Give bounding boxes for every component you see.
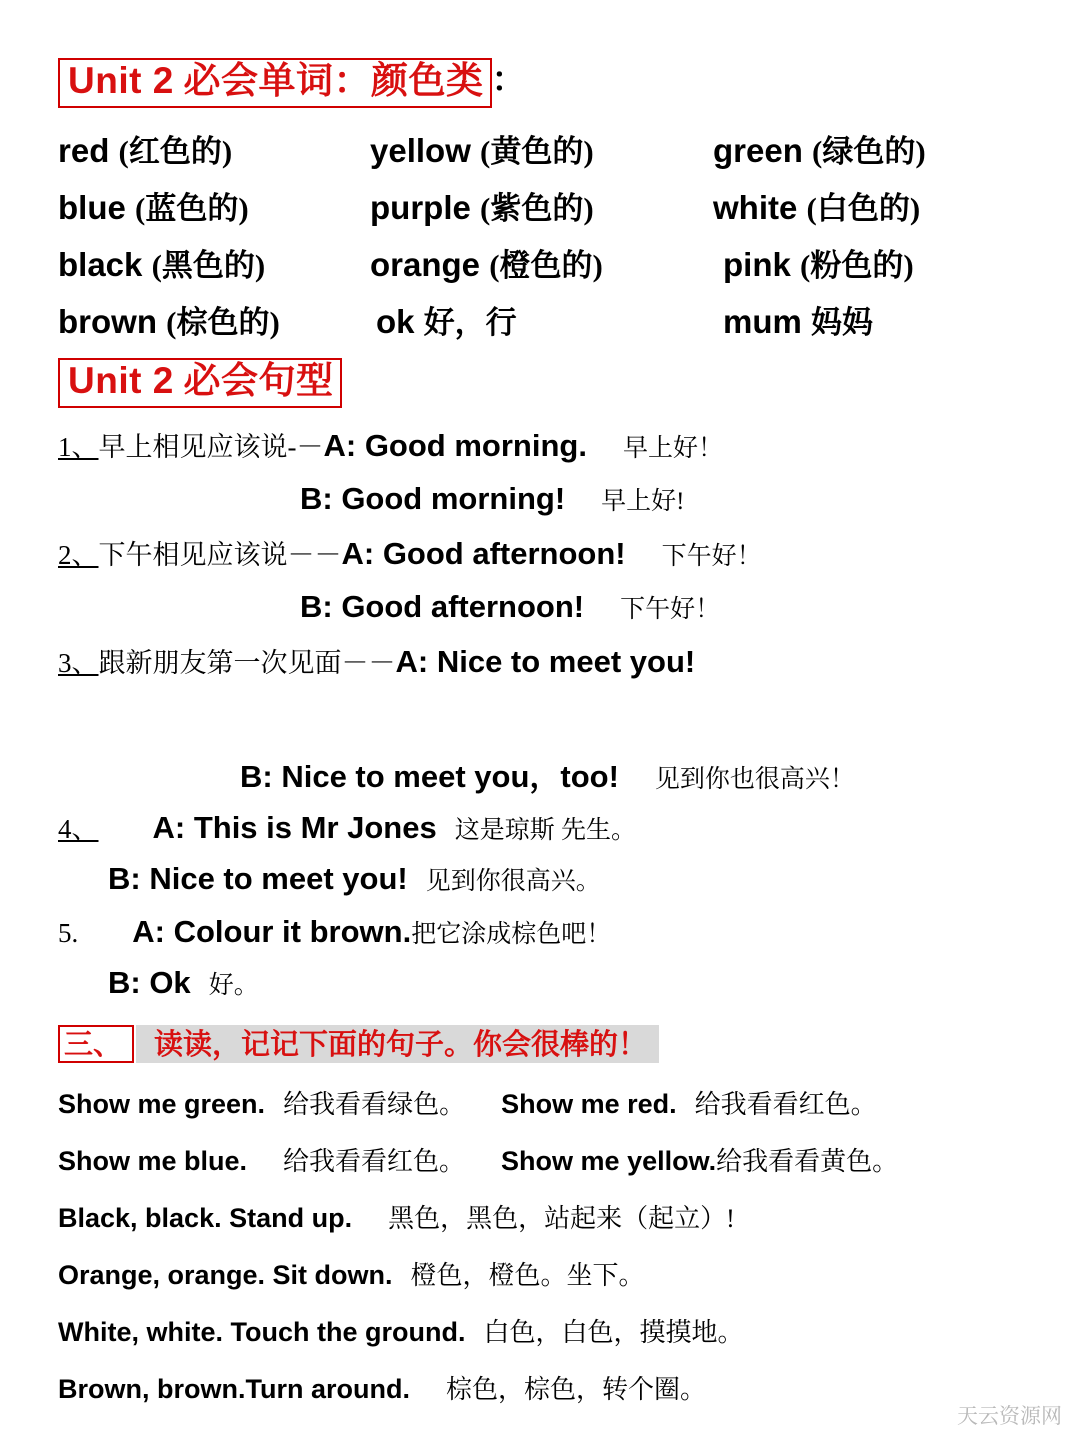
unit2-sentences-heading — [58, 358, 342, 408]
sentence-4-b — [108, 860, 1080, 896]
sentence-3-a — [58, 643, 1080, 679]
show-line-left-en: Brown, brown.Turn around. — [58, 1373, 410, 1404]
show-line-right-en: Show me red. — [501, 1088, 677, 1119]
show-line — [58, 1304, 1080, 1361]
sentence-1-b-cn: 早上好! — [601, 487, 685, 515]
show-line-right-cn: 给我看看黄色。 — [716, 1146, 899, 1176]
sentence-4-a — [58, 809, 1080, 845]
sentence-2-lead: 下午相见应该说－－ — [98, 539, 342, 570]
show-line — [58, 1361, 1080, 1418]
sentence-4-a-en: A: This is Mr Jones — [152, 809, 437, 845]
sentence-2-b — [300, 588, 1080, 624]
word-en: blue — [58, 188, 136, 226]
unit2-words-heading-row — [58, 0, 1080, 108]
sentence-1-a-cn: 早上好！ — [622, 434, 723, 462]
unit2-sentences-heading-row — [58, 358, 1080, 408]
unit2-sentences-heading-en: Unit 2 — [68, 359, 174, 401]
sentence-1-a — [58, 427, 1080, 463]
show-line-left-en: Show me blue. — [58, 1145, 248, 1176]
section-3-title: 读读，记记下面的句子。你会很棒的！ — [136, 1025, 659, 1063]
sentence-3-a-en: A: Nice to meet you! — [395, 643, 696, 679]
word-item — [58, 122, 232, 180]
show-line-left-cn: 橙色，橙色。坐下。 — [410, 1260, 645, 1290]
word-en: mum — [723, 302, 812, 340]
word-en: purple — [370, 188, 481, 226]
unit2-sentences-heading-cn: 必会句型 — [173, 360, 334, 402]
show-line-left-cn: 棕色，棕色，转个圈。 — [445, 1374, 706, 1404]
sentence-1-b-en: B: Good morning! — [300, 480, 566, 516]
word-item — [58, 293, 280, 351]
sentence-5-b-cn: 好。 — [208, 971, 259, 999]
sentence-2-a-en: A: Good afternoon! — [341, 535, 626, 571]
word-cn: (橙色的) — [489, 247, 603, 283]
word-cn: (白色的) — [806, 190, 921, 226]
sentence-5-b-en: B: Ok — [108, 964, 191, 1000]
word-cn: (粉色的) — [800, 247, 914, 283]
sentence-4-a-cn: 这是琼斯 先生。 — [454, 816, 636, 844]
word-item — [370, 236, 603, 294]
sentence-4-b-en: B: Nice to meet you! — [108, 860, 408, 896]
unit2-words-heading-cn: 必会单词：颜色类 — [173, 61, 484, 102]
word-item — [723, 236, 914, 294]
sentence-3-b — [240, 758, 1080, 794]
show-line-left-cn: 给我看看红色。 — [283, 1146, 466, 1176]
sentence-5-a-en: A: Colour it brown. — [132, 913, 412, 949]
word-en: yellow — [370, 131, 481, 169]
sentence-2-b-en: B: Good afternoon! — [300, 588, 585, 624]
word-row — [58, 293, 1080, 350]
word-cn: (黄色的) — [480, 133, 594, 169]
sentence-5-a — [58, 913, 1080, 949]
word-en: pink — [723, 245, 801, 283]
section-3-number: 三、 — [58, 1025, 134, 1063]
sentence-2-a-cn: 下午好！ — [661, 542, 762, 570]
word-item — [370, 179, 594, 237]
unit2-words-heading-colon: ： — [491, 61, 526, 99]
word-en: orange — [370, 245, 490, 283]
sentence-3-lead: 跟新朋友第一次见面－－ — [98, 647, 396, 678]
word-item — [723, 293, 873, 351]
sentence-1-lead: 早上相见应该说-－ — [98, 431, 324, 462]
word-en: white — [713, 188, 807, 226]
word-cn: (绿色的) — [812, 133, 926, 169]
show-line-left-en: Black, black. Stand up. — [58, 1202, 353, 1233]
sentence-5-b — [108, 964, 1080, 1000]
word-row — [58, 122, 1080, 179]
word-en: ok — [376, 302, 424, 340]
word-row — [58, 236, 1080, 293]
word-item — [713, 122, 926, 180]
show-line-left-en: Show me green. — [58, 1088, 266, 1119]
word-en: green — [713, 131, 813, 169]
sentence-2-a — [58, 535, 1080, 571]
unit2-words-heading — [58, 58, 492, 108]
show-line-left-cn: 黑色，黑色，站起来（起立）! — [388, 1203, 735, 1233]
watermark: 天云资源网 — [957, 1404, 1062, 1428]
sentence-1-b — [300, 480, 1080, 516]
show-line-left-en: Orange, orange. Sit down. — [58, 1259, 393, 1290]
show-line-right-cn: 给我看看红色。 — [694, 1089, 877, 1119]
word-row — [58, 179, 1080, 236]
word-item — [376, 293, 517, 351]
word-cn: (棕色的) — [166, 304, 280, 340]
word-en: red — [58, 131, 119, 169]
word-cn: (蓝色的) — [135, 190, 249, 226]
word-en: brown — [58, 302, 167, 340]
word-cn: (黑色的) — [151, 247, 266, 283]
word-cn: (紫色的) — [480, 190, 594, 226]
sentence-1-a-en: A: Good morning. — [323, 427, 587, 463]
show-line — [58, 1190, 1080, 1247]
word-cn: 妈妈 — [811, 304, 874, 340]
sentence-4-b-cn: 见到你很高兴。 — [425, 867, 601, 895]
word-item — [370, 122, 594, 180]
show-line — [58, 1076, 1080, 1133]
show-line — [58, 1133, 1080, 1190]
sentence-2-number: 2、 — [58, 539, 99, 570]
word-item — [58, 236, 265, 294]
show-line — [58, 1247, 1080, 1304]
sentence-3-b-en: B: Nice to meet you，too! — [240, 758, 619, 794]
sentence-1-number: 1、 — [58, 431, 99, 462]
word-cn: 好，行 — [423, 304, 517, 340]
sentence-5-number: 5. — [58, 917, 79, 948]
word-cn: (红色的) — [118, 133, 233, 169]
unit2-words-heading-en: Unit 2 — [68, 60, 174, 101]
show-line-right-en: Show me yellow. — [501, 1145, 717, 1176]
word-item — [58, 179, 249, 237]
word-item — [713, 179, 920, 237]
sentence-3-b-cn: 见到你也很高兴！ — [654, 765, 855, 793]
sentence-2-b-cn: 下午好！ — [620, 595, 721, 623]
sentence-4-number: 4、 — [58, 813, 99, 844]
show-line-left-cn: 白色，白色，摸摸地。 — [483, 1317, 744, 1347]
show-line-left-cn: 给我看看绿色。 — [283, 1089, 466, 1119]
show-line-left-en: White, white. Touch the ground. — [58, 1316, 466, 1347]
section-3-header — [58, 1022, 1080, 1066]
sentence-3-number: 3、 — [58, 647, 99, 678]
sentence-5-a-cn: 把它涂成棕色吧！ — [411, 920, 612, 948]
word-en: black — [58, 245, 152, 283]
